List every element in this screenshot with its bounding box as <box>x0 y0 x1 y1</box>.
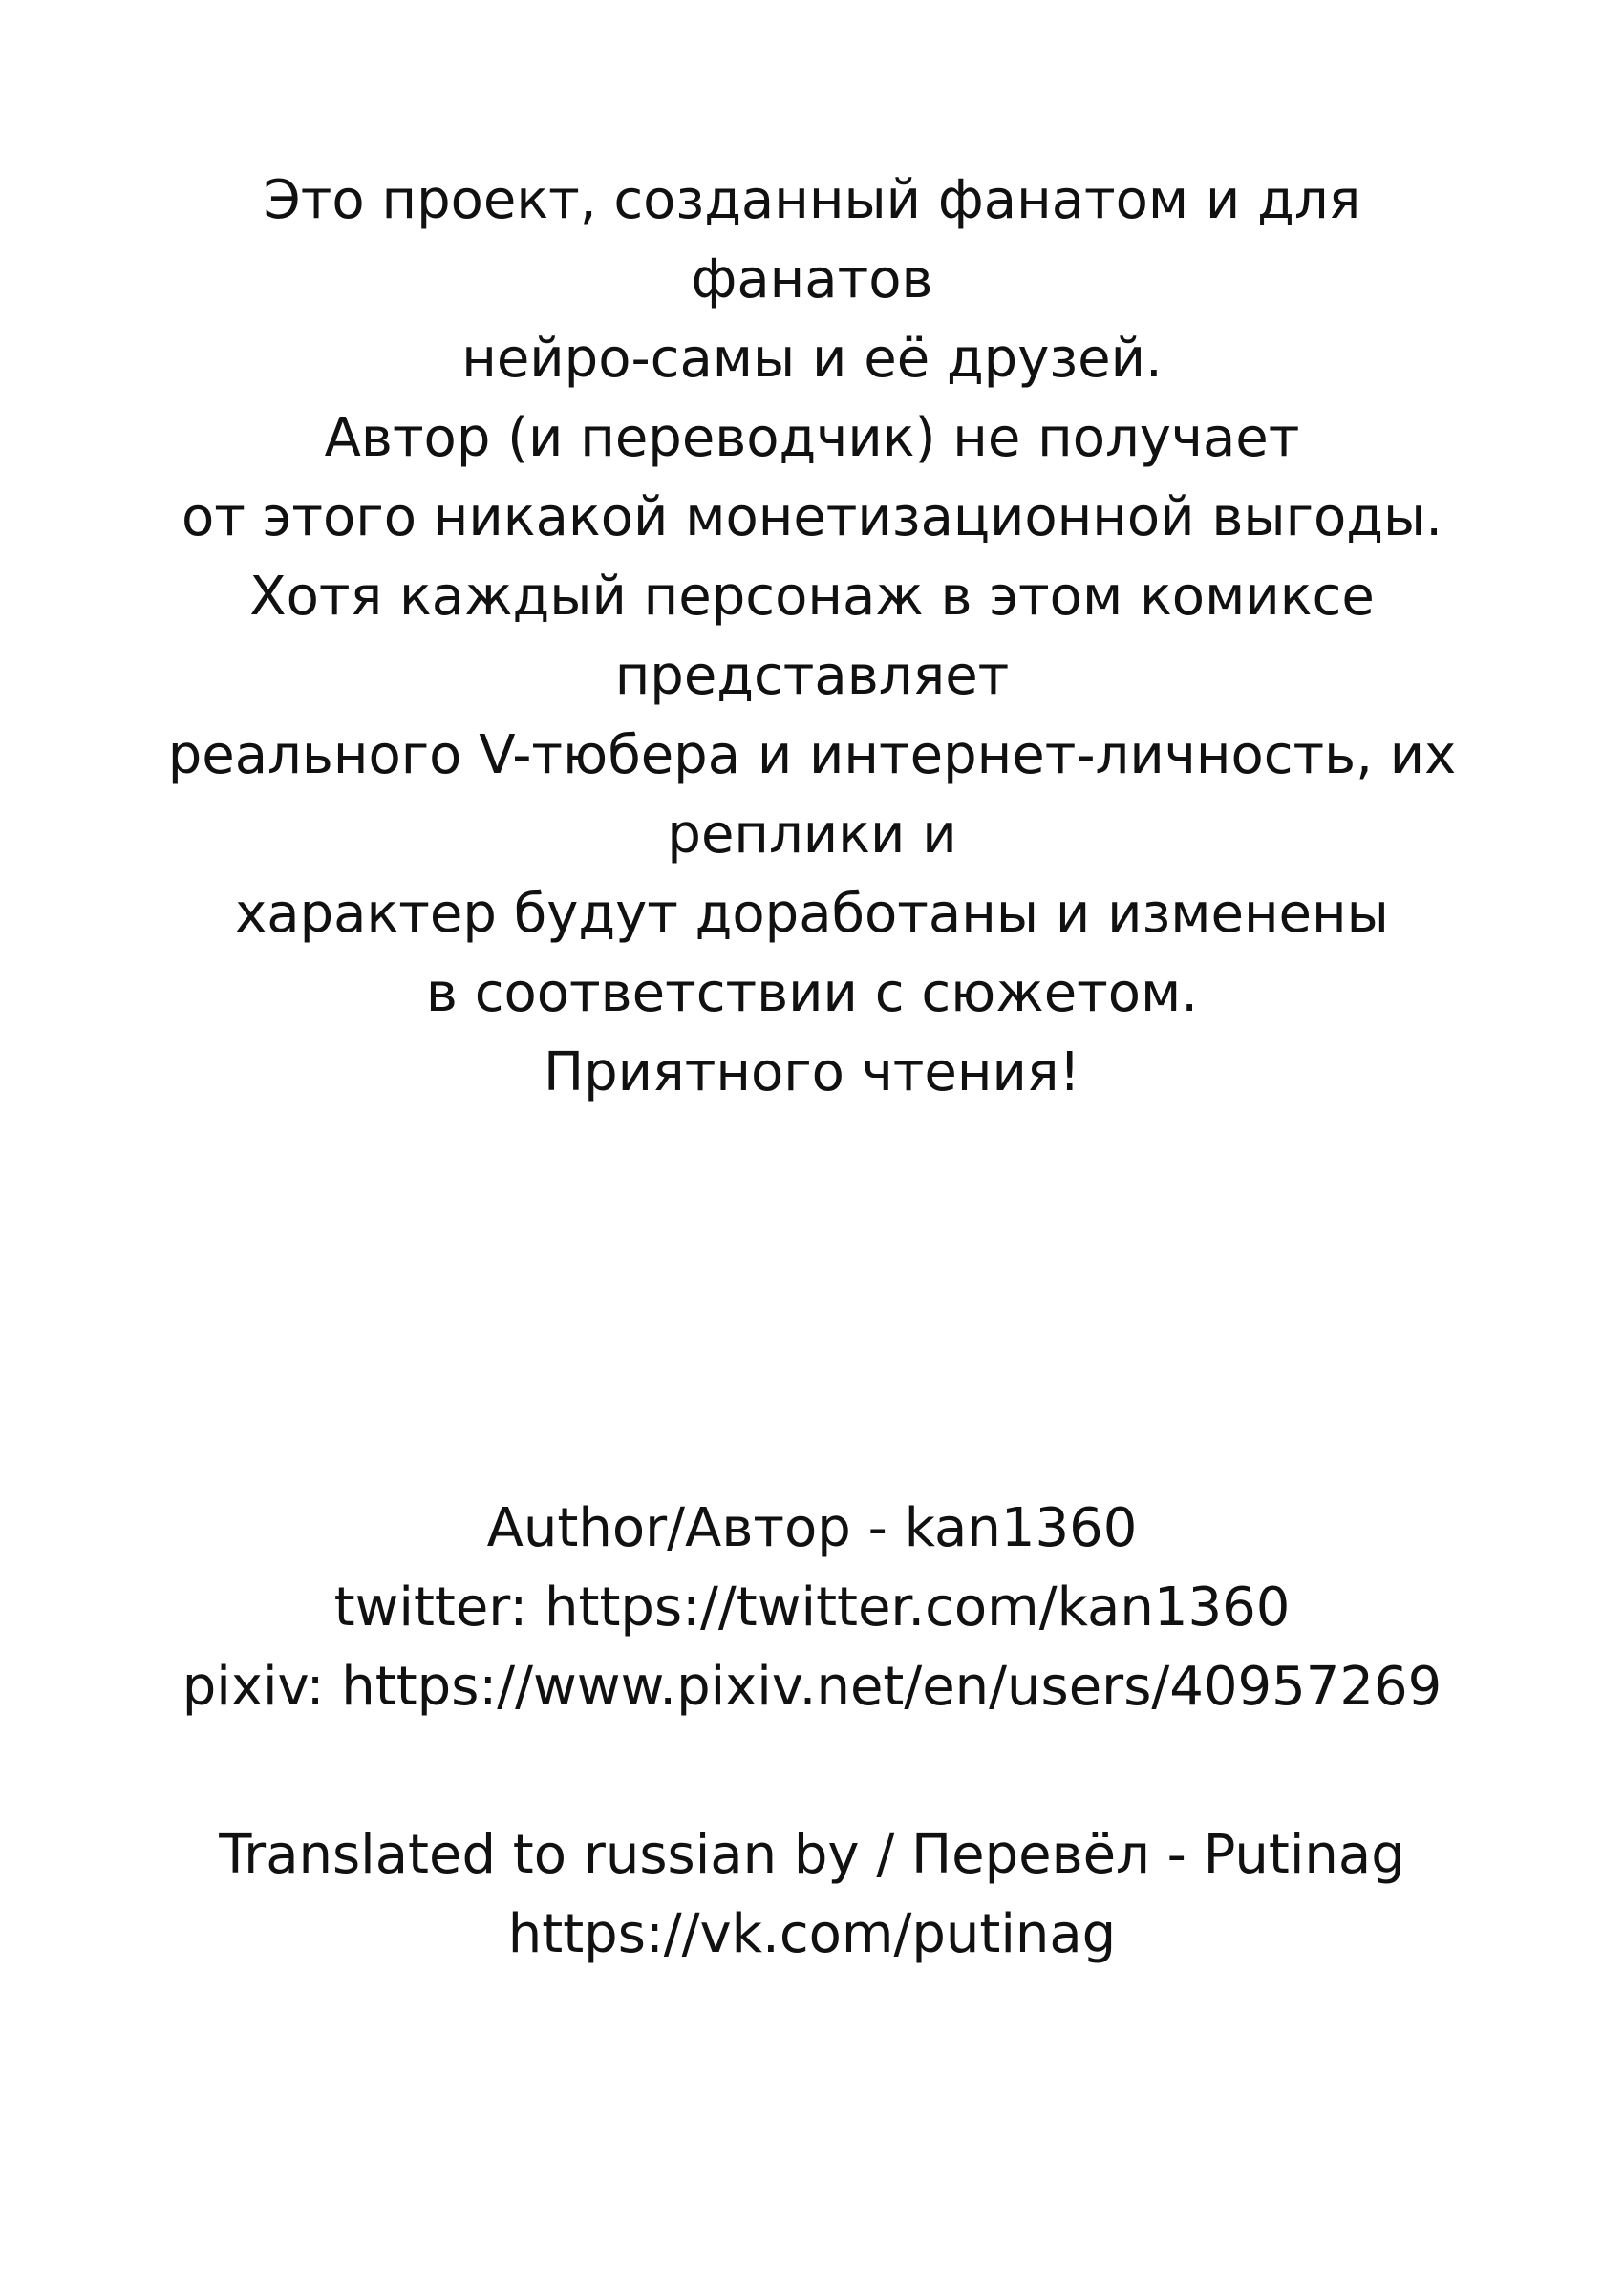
disclaimer-line: фанатов <box>691 248 933 311</box>
twitter-link: twitter: https://twitter.com/kan1360 <box>333 1576 1291 1639</box>
disclaimer-line: от этого никакой монетизационной выгоды. <box>182 486 1442 548</box>
disclaimer-text <box>0 161 1624 1112</box>
disclaimer-line: в соответствии с сюжетом. <box>425 962 1199 1024</box>
author-credits <box>0 1489 1624 1726</box>
disclaimer-line: Автор (и переводчик) не получает <box>324 407 1300 469</box>
translation-credits <box>0 1815 1624 1974</box>
disclaimer-line: Приятного чтения! <box>543 1041 1081 1104</box>
disclaimer-line: Это проект, созданный фанатом и для <box>263 169 1361 231</box>
disclaimer-line: нейро-самы и её друзей. <box>461 328 1163 390</box>
author-name: Author/Автор - kan1360 <box>486 1497 1138 1559</box>
disclaimer-line: характер будут доработаны и изменены <box>235 883 1389 945</box>
translator-name: Translated to russian by / Перевёл - Putinag <box>219 1824 1405 1886</box>
disclaimer-line: Хотя каждый персонаж в этом комиксе <box>249 566 1375 628</box>
translator-link: https://vk.com/putinag <box>507 1903 1117 1965</box>
disclaimer-line: представляет <box>614 645 1010 707</box>
disclaimer-line: реплики и <box>667 804 957 866</box>
disclaimer-line: реального V-тюбера и интернет-личность, их <box>167 724 1457 786</box>
pixiv-link: pixiv: https://www.pixiv.net/en/users/40957269 <box>182 1656 1442 1718</box>
